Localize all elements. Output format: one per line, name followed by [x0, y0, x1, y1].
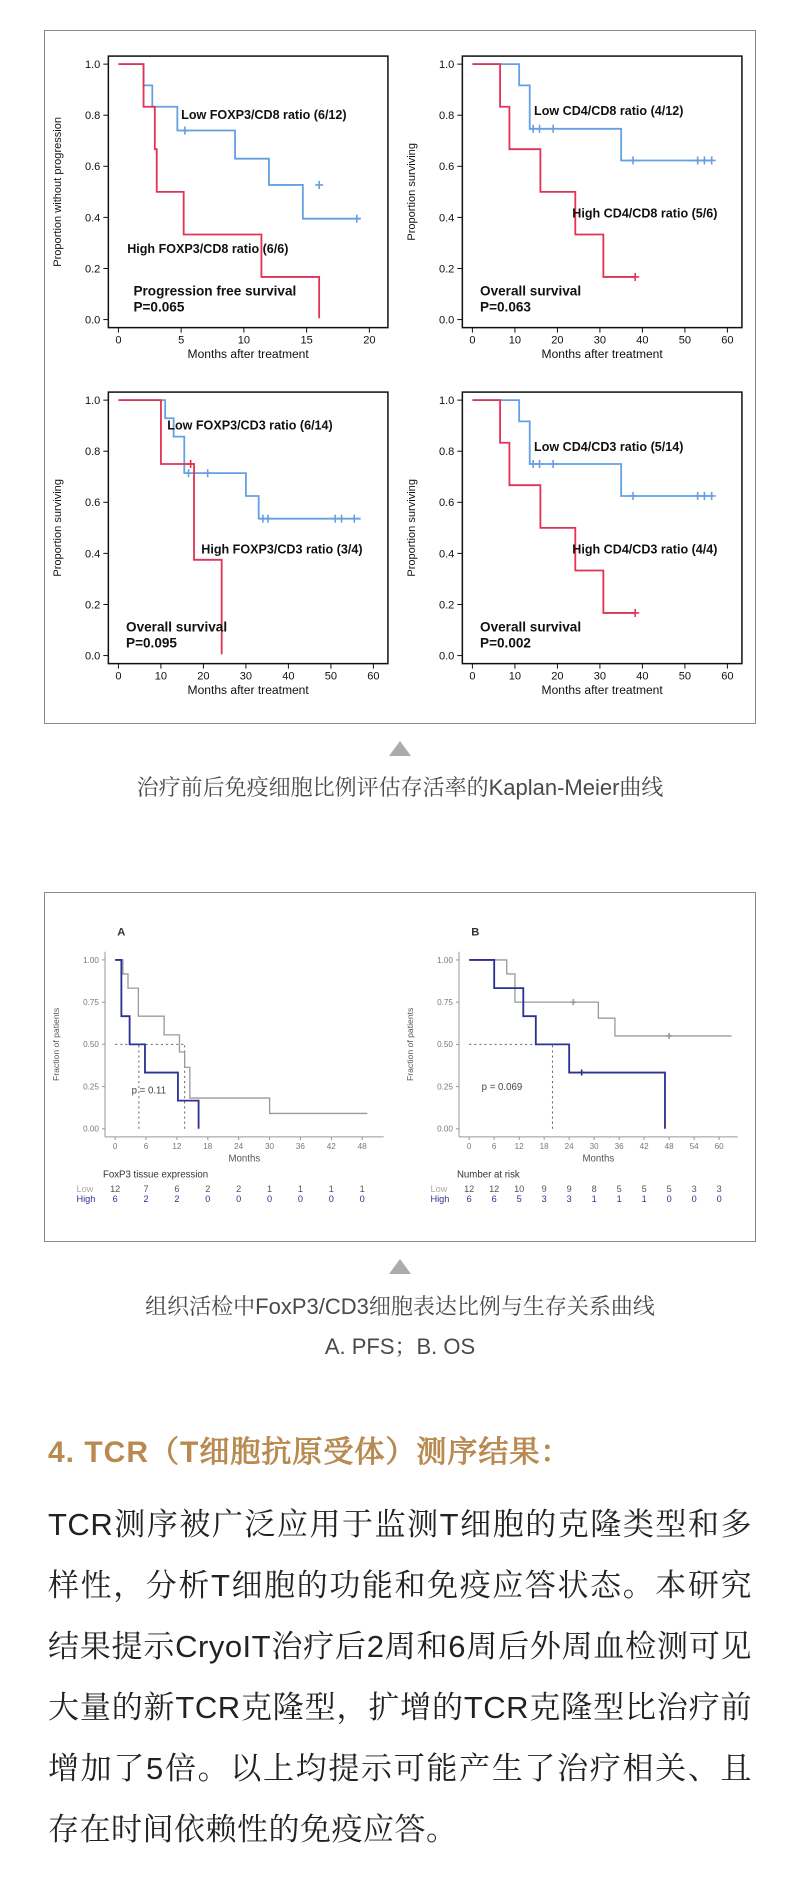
- svg-text:Proportion surviving: Proportion surviving: [406, 143, 419, 241]
- km-chart-os-cd4-cd3: [400, 376, 754, 712]
- svg-text:1.0: 1.0: [438, 59, 455, 72]
- svg-text:0.0: 0.0: [438, 314, 455, 327]
- svg-text:6: 6: [112, 1194, 118, 1205]
- svg-text:5: 5: [616, 1184, 622, 1195]
- svg-text:20: 20: [551, 670, 564, 683]
- svg-text:8: 8: [591, 1184, 597, 1195]
- svg-text:0.8: 0.8: [438, 445, 455, 458]
- svg-text:0: 0: [297, 1194, 303, 1205]
- svg-text:High FOXP3/CD3 ratio (3/4): High FOXP3/CD3 ratio (3/4): [201, 542, 363, 557]
- svg-text:10: 10: [514, 1184, 525, 1195]
- svg-text:0.50: 0.50: [437, 1040, 453, 1050]
- svg-text:60: 60: [721, 334, 734, 347]
- svg-text:0.2: 0.2: [438, 599, 455, 612]
- svg-text:6: 6: [491, 1142, 497, 1152]
- svg-text:12: 12: [514, 1142, 524, 1152]
- triangle-up-icon: [389, 741, 411, 756]
- svg-text:54: 54: [689, 1142, 699, 1152]
- figure2-caption: [40, 1287, 760, 1368]
- svg-text:3: 3: [716, 1184, 722, 1195]
- svg-text:0: 0: [466, 1142, 472, 1152]
- svg-text:5: 5: [178, 334, 185, 347]
- svg-text:6: 6: [466, 1194, 472, 1205]
- svg-text:1: 1: [328, 1184, 334, 1195]
- svg-text:Low: Low: [76, 1184, 94, 1195]
- svg-text:1: 1: [591, 1194, 597, 1205]
- svg-text:6: 6: [491, 1194, 497, 1205]
- svg-text:0: 0: [328, 1194, 334, 1205]
- km-chart-os-tissue: [400, 905, 754, 1233]
- svg-text:0.2: 0.2: [84, 599, 101, 612]
- svg-text:9: 9: [541, 1184, 547, 1195]
- section-heading: 4. TCR（T细胞抗原受体）测序结果：: [48, 1436, 572, 1470]
- svg-text:0: 0: [359, 1194, 365, 1205]
- svg-text:Proportion without progression: Proportion without progression: [52, 116, 65, 267]
- figure2-caption-line2: A. PFS；B. OS: [324, 1334, 476, 1360]
- svg-text:10: 10: [237, 334, 251, 347]
- svg-text:40: 40: [282, 670, 295, 683]
- figure1-caption: 治疗前后免疫细胞比例评估存活率的Kaplan-Meier曲线: [136, 774, 664, 800]
- svg-text:0: 0: [666, 1194, 672, 1205]
- svg-text:50: 50: [324, 670, 338, 683]
- svg-text:5: 5: [641, 1184, 647, 1195]
- svg-text:0.0: 0.0: [438, 650, 455, 663]
- svg-text:0.25: 0.25: [437, 1082, 453, 1092]
- svg-text:10: 10: [508, 334, 522, 347]
- svg-text:0.4: 0.4: [84, 548, 101, 561]
- svg-text:1: 1: [616, 1194, 622, 1205]
- svg-text:3: 3: [566, 1194, 572, 1205]
- svg-text:Number at risk: Number at risk: [456, 1169, 520, 1181]
- svg-text:0: 0: [716, 1194, 722, 1205]
- svg-text:6: 6: [143, 1142, 149, 1152]
- svg-text:1.00: 1.00: [437, 955, 453, 965]
- svg-text:1.00: 1.00: [83, 955, 99, 965]
- svg-text:12: 12: [464, 1184, 475, 1195]
- svg-text:42: 42: [639, 1142, 649, 1152]
- svg-text:0: 0: [236, 1194, 242, 1205]
- svg-text:3: 3: [691, 1184, 697, 1195]
- km-chart-os-cd4-cd8: [400, 40, 754, 376]
- svg-text:Months after treatment: Months after treatment: [541, 346, 663, 361]
- svg-text:P=0.095: P=0.095: [126, 635, 177, 651]
- svg-text:Overall survival: Overall survival: [126, 619, 228, 635]
- svg-text:P=0.063: P=0.063: [480, 299, 531, 315]
- svg-text:High: High: [430, 1194, 450, 1205]
- svg-text:Fraction of patients: Fraction of patients: [405, 1007, 416, 1082]
- svg-text:Proportion surviving: Proportion surviving: [52, 478, 65, 577]
- section-paragraph: TCR测序被广泛应用于监测T细胞的克隆类型和多样性，分析T细胞的功能和免疫应答状态。本研究结果提示CryoIT治疗后2周和6周后外周血检测可见大量的新TCR克隆型，扩增的TCR克隆型比治疗前增加了5倍。以上均提示可能产生了治疗相关、且存在时间依赖性的免疫应答。: [48, 1506, 752, 1847]
- svg-text:Months after treatment: Months after treatment: [187, 346, 309, 361]
- svg-text:Overall survival: Overall survival: [480, 619, 582, 635]
- svg-text:Low FOXP3/CD8 ratio (6/12): Low FOXP3/CD8 ratio (6/12): [181, 108, 347, 123]
- svg-text:0.25: 0.25: [83, 1082, 99, 1092]
- svg-text:0.00: 0.00: [437, 1124, 453, 1134]
- svg-text:0.4: 0.4: [438, 548, 455, 561]
- svg-text:10: 10: [508, 670, 522, 683]
- svg-text:50: 50: [678, 670, 692, 683]
- svg-text:40: 40: [636, 334, 649, 347]
- svg-text:60: 60: [721, 670, 734, 683]
- svg-text:40: 40: [636, 670, 649, 683]
- svg-text:0.50: 0.50: [83, 1040, 99, 1050]
- svg-text:42: 42: [326, 1142, 336, 1152]
- svg-text:Months after treatment: Months after treatment: [187, 682, 309, 697]
- svg-text:50: 50: [678, 334, 692, 347]
- svg-text:5: 5: [516, 1194, 522, 1205]
- svg-text:0.6: 0.6: [84, 497, 101, 510]
- svg-text:Low CD4/CD8 ratio (4/12): Low CD4/CD8 ratio (4/12): [534, 104, 684, 119]
- svg-text:2: 2: [174, 1194, 180, 1205]
- svg-text:48: 48: [664, 1142, 674, 1152]
- svg-text:1: 1: [297, 1184, 303, 1195]
- svg-text:A: A: [117, 926, 126, 939]
- svg-text:0: 0: [691, 1194, 697, 1205]
- svg-text:24: 24: [234, 1142, 244, 1152]
- svg-text:P=0.002: P=0.002: [480, 635, 531, 651]
- svg-text:Months after treatment: Months after treatment: [541, 682, 663, 697]
- svg-text:2: 2: [236, 1184, 242, 1195]
- svg-text:7: 7: [143, 1184, 149, 1195]
- svg-text:0.0: 0.0: [84, 314, 101, 327]
- svg-text:p = 0.11: p = 0.11: [131, 1085, 167, 1097]
- svg-text:0: 0: [205, 1194, 211, 1205]
- svg-text:0.4: 0.4: [438, 212, 455, 225]
- svg-text:0: 0: [112, 1142, 118, 1152]
- svg-text:2: 2: [205, 1184, 211, 1195]
- km-chart-pfs-tissue: [46, 905, 400, 1233]
- svg-text:30: 30: [593, 334, 607, 347]
- svg-text:0.00: 0.00: [83, 1124, 99, 1134]
- svg-text:10: 10: [154, 670, 168, 683]
- svg-text:0.2: 0.2: [84, 263, 101, 276]
- svg-text:18: 18: [539, 1142, 549, 1152]
- svg-text:Months: Months: [228, 1153, 261, 1165]
- svg-text:0.2: 0.2: [438, 263, 455, 276]
- svg-text:High CD4/CD8 ratio (5/6): High CD4/CD8 ratio (5/6): [572, 206, 718, 221]
- figure-foxp3-tissue: [44, 892, 756, 1242]
- svg-text:FoxP3 tissue expression: FoxP3 tissue expression: [102, 1169, 209, 1181]
- svg-text:0.75: 0.75: [83, 998, 99, 1008]
- svg-text:0.75: 0.75: [437, 998, 453, 1008]
- svg-text:Fraction of patients: Fraction of patients: [51, 1007, 62, 1082]
- svg-text:0: 0: [267, 1194, 273, 1205]
- svg-text:Proportion surviving: Proportion surviving: [406, 478, 419, 577]
- svg-text:3: 3: [541, 1194, 547, 1205]
- triangle-up-icon: [389, 1259, 411, 1274]
- svg-text:30: 30: [593, 670, 607, 683]
- svg-text:12: 12: [110, 1184, 121, 1195]
- svg-text:6: 6: [174, 1184, 180, 1195]
- svg-text:0: 0: [469, 670, 476, 683]
- svg-text:Low CD4/CD3 ratio (5/14): Low CD4/CD3 ratio (5/14): [534, 440, 684, 455]
- svg-text:20: 20: [197, 670, 210, 683]
- svg-text:2: 2: [143, 1194, 149, 1205]
- svg-text:30: 30: [239, 670, 253, 683]
- km-chart-pfs-foxp3-cd8: [46, 40, 400, 376]
- svg-text:1: 1: [359, 1184, 365, 1195]
- svg-text:Low: Low: [430, 1184, 448, 1195]
- svg-text:High CD4/CD3 ratio (4/4): High CD4/CD3 ratio (4/4): [572, 542, 718, 557]
- svg-text:18: 18: [203, 1142, 213, 1152]
- km-chart-os-foxp3-cd3: [46, 376, 400, 712]
- svg-text:48: 48: [357, 1142, 367, 1152]
- svg-text:60: 60: [714, 1142, 724, 1152]
- svg-text:5: 5: [666, 1184, 672, 1195]
- svg-text:30: 30: [589, 1142, 599, 1152]
- svg-text:24: 24: [564, 1142, 574, 1152]
- svg-text:20: 20: [363, 334, 376, 347]
- svg-text:p = 0.069: p = 0.069: [481, 1082, 523, 1094]
- svg-text:1.0: 1.0: [84, 394, 101, 407]
- svg-text:High FOXP3/CD8 ratio (6/6): High FOXP3/CD8 ratio (6/6): [127, 242, 289, 257]
- svg-text:High: High: [76, 1194, 96, 1205]
- svg-text:0.4: 0.4: [84, 212, 101, 225]
- svg-text:1: 1: [641, 1194, 647, 1205]
- svg-text:15: 15: [300, 334, 313, 347]
- svg-text:30: 30: [265, 1142, 275, 1152]
- svg-text:P=0.065: P=0.065: [133, 299, 185, 315]
- svg-text:0.8: 0.8: [84, 445, 101, 458]
- svg-text:Overall survival: Overall survival: [480, 283, 582, 299]
- svg-text:0: 0: [115, 334, 122, 347]
- svg-text:36: 36: [614, 1142, 624, 1152]
- svg-text:12: 12: [489, 1184, 500, 1195]
- figure2-caption-line1: 组织活检中FoxP3/CD3细胞表达比例与生存关系曲线: [145, 1293, 655, 1319]
- svg-text:0: 0: [469, 334, 476, 347]
- svg-text:Low FOXP3/CD3 ratio (6/14): Low FOXP3/CD3 ratio (6/14): [167, 418, 333, 433]
- svg-text:1.0: 1.0: [84, 59, 101, 72]
- svg-text:1: 1: [267, 1184, 273, 1195]
- svg-text:0.6: 0.6: [438, 497, 455, 510]
- figure-km-grid: [44, 30, 756, 724]
- svg-text:12: 12: [172, 1142, 182, 1152]
- svg-text:60: 60: [367, 670, 380, 683]
- svg-text:Months: Months: [582, 1153, 615, 1165]
- svg-text:0.6: 0.6: [84, 161, 101, 174]
- svg-text:1.0: 1.0: [438, 394, 455, 407]
- svg-text:20: 20: [551, 334, 564, 347]
- svg-text:B: B: [471, 926, 480, 939]
- svg-text:0.0: 0.0: [84, 650, 101, 663]
- svg-text:36: 36: [295, 1142, 305, 1152]
- svg-text:0.8: 0.8: [84, 110, 101, 123]
- svg-text:0: 0: [115, 670, 122, 683]
- svg-text:9: 9: [566, 1184, 572, 1195]
- svg-text:Progression free survival: Progression free survival: [133, 283, 297, 299]
- svg-text:0.8: 0.8: [438, 110, 455, 123]
- svg-text:0.6: 0.6: [438, 161, 455, 174]
